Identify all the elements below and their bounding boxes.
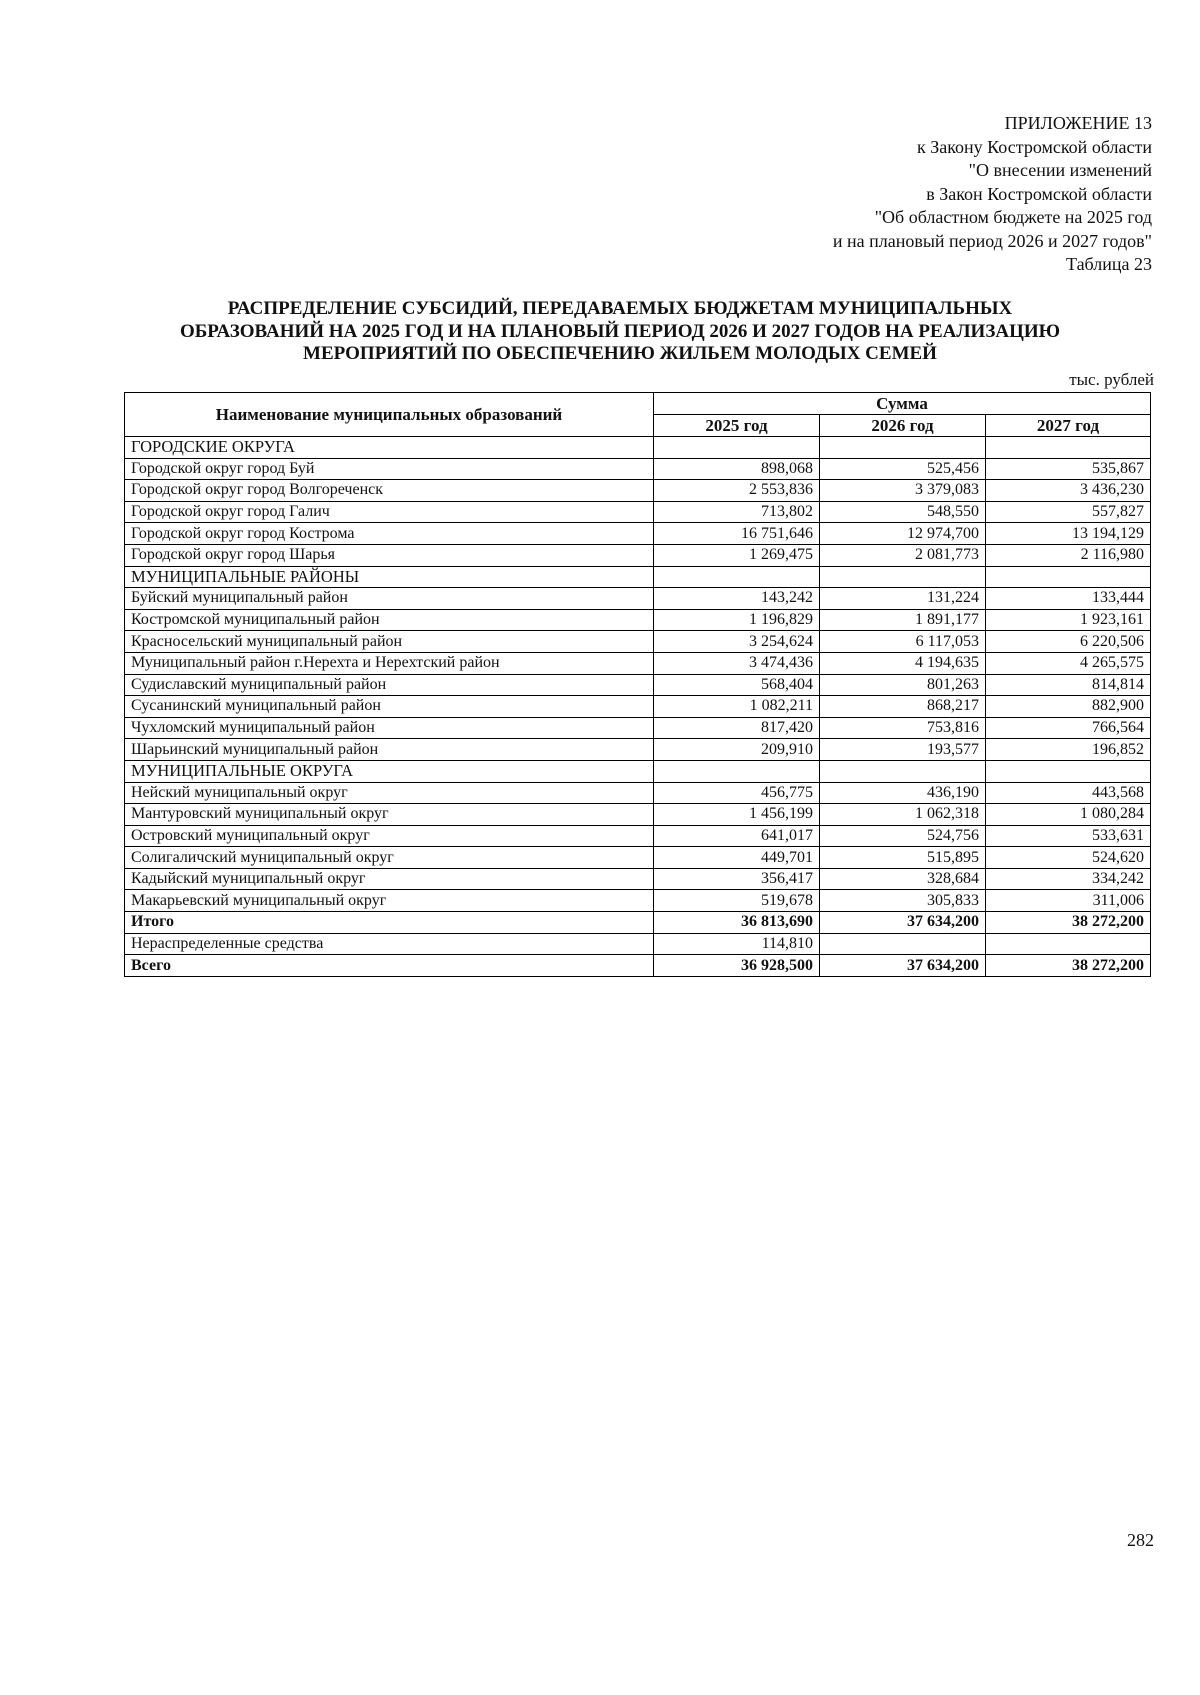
municipality-name: МУНИЦИПАЛЬНЫЕ ОКРУГА (125, 760, 654, 782)
table-number: Таблица 23 (1066, 254, 1152, 274)
amount-2027: 4 265,575 (986, 652, 1151, 674)
amount-2026: 548,550 (820, 501, 986, 523)
municipality-name: МУНИЦИПАЛЬНЫЕ РАЙОНЫ (125, 566, 654, 588)
amount-2027: 533,631 (986, 825, 1151, 847)
amount-2026 (820, 760, 986, 782)
appendix-line: к Закону Костромской области (916, 136, 1152, 157)
table-row (125, 890, 1151, 912)
amount-2025: 817,420 (654, 717, 820, 739)
municipality-name: ГОРОДСКИЕ ОКРУГА (125, 437, 654, 459)
table-row (125, 674, 1151, 696)
amount-2025: 898,068 (654, 458, 820, 480)
table-row (125, 652, 1151, 674)
municipality-name: Сусанинский муниципальный район (125, 696, 654, 718)
municipality-name: Буйский муниципальный район (125, 588, 654, 610)
table-row (125, 739, 1151, 761)
amount-2026: 37 634,200 (820, 912, 986, 934)
amount-2025: 641,017 (654, 825, 820, 847)
subsidy-table (124, 392, 1151, 977)
municipality-name: Чухломский муниципальный район (125, 717, 654, 739)
table-row (125, 933, 1151, 955)
municipality-name: Костромской муниципальный район (125, 609, 654, 631)
amount-2027: 3 436,230 (986, 480, 1151, 502)
table-row (125, 458, 1151, 480)
amount-2026: 305,833 (820, 890, 986, 912)
amount-2026: 4 194,635 (820, 652, 986, 674)
header-year-2026: 2026 год (820, 415, 986, 437)
appendix-line: ПРИЛОЖЕНИЕ 13 (1004, 113, 1152, 133)
header-sum: Сумма (654, 393, 1151, 415)
amount-2027 (986, 933, 1151, 955)
municipality-name: Островский муниципальный округ (125, 825, 654, 847)
amount-2026: 524,756 (820, 825, 986, 847)
amount-2025: 449,701 (654, 847, 820, 869)
amount-2026 (820, 933, 986, 955)
total-row (125, 955, 1151, 977)
amount-2027 (986, 760, 1151, 782)
amount-2025: 3 254,624 (654, 631, 820, 653)
municipality-name: Шарьинский муниципальный район (125, 739, 654, 761)
amount-2025: 36 928,500 (654, 955, 820, 977)
municipality-name: Кадыйский муниципальный округ (125, 868, 654, 890)
municipality-name: Мантуровский муниципальный округ (125, 804, 654, 826)
section-row (125, 760, 1151, 782)
appendix-line: в Закон Костромской области (926, 183, 1152, 204)
amount-2026: 525,456 (820, 458, 986, 480)
table-row (125, 825, 1151, 847)
municipality-name: Нейский муниципальный округ (125, 782, 654, 804)
amount-2027: 557,827 (986, 501, 1151, 523)
amount-2027: 311,006 (986, 890, 1151, 912)
page-number: 282 (1127, 1530, 1154, 1550)
municipality-name: Городской округ город Кострома (125, 523, 654, 545)
municipality-name: Городской округ город Галич (125, 501, 654, 523)
municipality-name: Нераспределенные средства (125, 933, 654, 955)
municipality-name: Муниципальный район г.Нерехта и Нерехтский район (125, 652, 654, 674)
amount-2027: 524,620 (986, 847, 1151, 869)
amount-2027: 1 923,161 (986, 609, 1151, 631)
amount-2026: 868,217 (820, 696, 986, 718)
amount-2025: 1 082,211 (654, 696, 820, 718)
amount-2025: 568,404 (654, 674, 820, 696)
municipality-name: Макарьевский муниципальный округ (125, 890, 654, 912)
amount-2026: 12 974,700 (820, 523, 986, 545)
header-year-2027: 2027 год (986, 415, 1151, 437)
table-row (125, 782, 1151, 804)
title-line: РАСПРЕДЕЛЕНИЕ СУБСИДИЙ, ПЕРЕДАВАЕМЫХ БЮДЖЕТАМ МУНИЦИПАЛЬНЫХ (227, 298, 1013, 319)
amount-2026: 1 062,318 (820, 804, 986, 826)
amount-2027: 2 116,980 (986, 544, 1151, 566)
amount-2026 (820, 566, 986, 588)
amount-2027: 882,900 (986, 696, 1151, 718)
title-line: МЕРОПРИЯТИЙ ПО ОБЕСПЕЧЕНИЮ ЖИЛЬЕМ МОЛОДЫХ СЕМЕЙ (303, 343, 937, 364)
total-row (125, 912, 1151, 934)
table-body (125, 437, 1151, 977)
municipality-name: Городской округ город Волгореченск (125, 480, 654, 502)
appendix-line: "Об областном бюджете на 2025 год (874, 207, 1152, 227)
amount-2025: 143,242 (654, 588, 820, 610)
table-row (125, 696, 1151, 718)
amount-2026: 1 891,177 (820, 609, 986, 631)
appendix-line: и на плановый период 2026 и 2027 годов" (832, 230, 1152, 251)
amount-2027: 6 220,506 (986, 631, 1151, 653)
amount-2027: 38 272,200 (986, 955, 1151, 977)
municipality-name: Солигаличский муниципальный округ (125, 847, 654, 869)
amount-2027: 535,867 (986, 458, 1151, 480)
amount-2025: 1 196,829 (654, 609, 820, 631)
amount-2025: 1 269,475 (654, 544, 820, 566)
amount-2026 (820, 437, 986, 459)
municipality-name: Итого (125, 912, 654, 934)
amount-2025: 456,775 (654, 782, 820, 804)
amount-2026: 2 081,773 (820, 544, 986, 566)
amount-2026: 6 117,053 (820, 631, 986, 653)
document-title (120, 298, 1120, 366)
amount-2026: 328,684 (820, 868, 986, 890)
amount-2025 (654, 566, 820, 588)
amount-2027: 133,444 (986, 588, 1151, 610)
amount-2025: 2 553,836 (654, 480, 820, 502)
amount-2025: 16 751,646 (654, 523, 820, 545)
amount-2025: 114,810 (654, 933, 820, 955)
amount-2027: 196,852 (986, 739, 1151, 761)
amount-2026: 515,895 (820, 847, 986, 869)
table-row (125, 480, 1151, 502)
amount-2025: 356,417 (654, 868, 820, 890)
amount-2026: 436,190 (820, 782, 986, 804)
table-row (125, 523, 1151, 545)
amount-2025: 209,910 (654, 739, 820, 761)
amount-2027: 443,568 (986, 782, 1151, 804)
amount-2025: 36 813,690 (654, 912, 820, 934)
amount-2027 (986, 437, 1151, 459)
table-row (125, 804, 1151, 826)
section-row (125, 566, 1151, 588)
appendix-line: "О внесении изменений (968, 160, 1152, 180)
municipality-name: Судиславский муниципальный район (125, 674, 654, 696)
amount-2026: 801,263 (820, 674, 986, 696)
appendix-header (833, 112, 1152, 277)
table-row (125, 588, 1151, 610)
amount-2026: 37 634,200 (820, 955, 986, 977)
header-year-2025: 2025 год (654, 415, 820, 437)
amount-2026: 131,224 (820, 588, 986, 610)
amount-2025: 519,678 (654, 890, 820, 912)
municipality-name: Городской округ город Буй (125, 458, 654, 480)
table-row (125, 847, 1151, 869)
amount-2026: 193,577 (820, 739, 986, 761)
section-row (125, 437, 1151, 459)
table-row (125, 868, 1151, 890)
amount-2027 (986, 566, 1151, 588)
amount-2027: 766,564 (986, 717, 1151, 739)
header-name: Наименование муниципальных образований (125, 393, 654, 437)
amount-2026: 3 379,083 (820, 480, 986, 502)
municipality-name: Городской округ город Шарья (125, 544, 654, 566)
amount-2027: 13 194,129 (986, 523, 1151, 545)
amount-2026: 753,816 (820, 717, 986, 739)
table-row (125, 501, 1151, 523)
amount-2027: 334,242 (986, 868, 1151, 890)
amount-2027: 38 272,200 (986, 912, 1151, 934)
title-line: ОБРАЗОВАНИЙ НА 2025 ГОД И НА ПЛАНОВЫЙ ПЕРИОД 2026 И 2027 ГОДОВ НА РЕАЛИЗАЦИЮ (179, 320, 1061, 342)
amount-2025: 1 456,199 (654, 804, 820, 826)
amount-2025 (654, 760, 820, 782)
municipality-name: Всего (125, 955, 654, 977)
amount-2027: 1 080,284 (986, 804, 1151, 826)
table-row (125, 631, 1151, 653)
units-label: тыс. рублей (1069, 370, 1154, 389)
table-row (125, 609, 1151, 631)
amount-2025: 3 474,436 (654, 652, 820, 674)
amount-2025: 713,802 (654, 501, 820, 523)
table-row (125, 544, 1151, 566)
table-row (125, 717, 1151, 739)
amount-2027: 814,814 (986, 674, 1151, 696)
amount-2025 (654, 437, 820, 459)
municipality-name: Красносельский муниципальный район (125, 631, 654, 653)
